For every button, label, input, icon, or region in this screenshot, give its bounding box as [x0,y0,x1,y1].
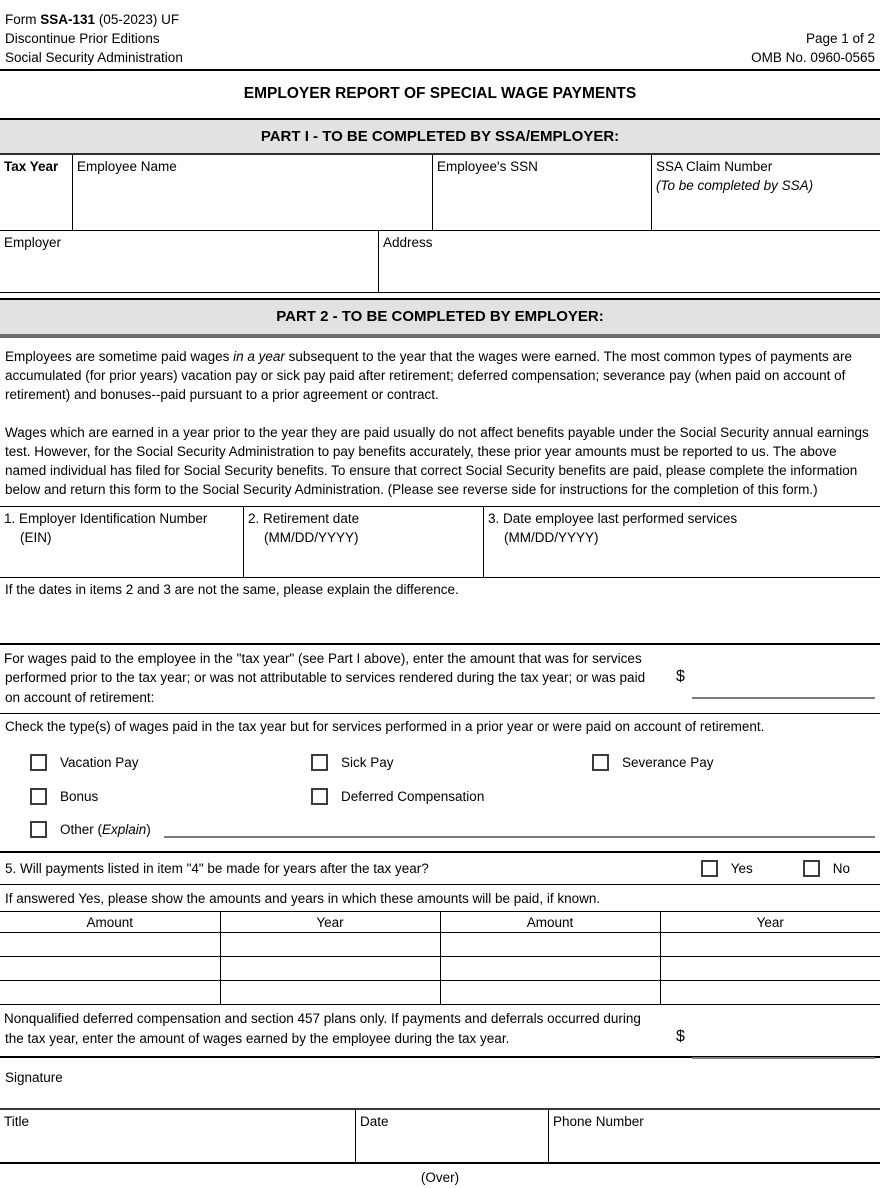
ein-field[interactable]: 1. Employer Identification Number (EIN) [4,510,208,545]
severance-pay-checkbox[interactable] [592,754,609,771]
title-field[interactable]: Title [4,1114,30,1130]
year-column-header-1: Year [220,912,440,933]
item4-row [0,643,880,714]
payments-row [0,981,880,1005]
signature-table [0,1108,880,1164]
dates-difference-explain-area[interactable] [0,599,880,643]
other-label: Other (Explain) [60,821,151,837]
bonus-checkbox[interactable] [30,788,47,805]
deferred-compensation-label: Deferred Compensation [341,788,485,804]
year-cell[interactable] [220,981,440,1005]
yes-option [701,859,753,878]
intro-paragraph-2: Wages which are earned in a year prior to the year they are paid usually do not affect benefits payable under the Social Security annual earnings test. However, for the Social Security Administration to pay benefits accurately, these prior year amounts must be reported to us. The above named individual has filed for Social Security benefits. To ensure that correct Social Security benefits are paid, please complete the information below and return this form to the Social Security Administration. (Please see reverse side for instructions for the completion of this form.) [5,424,869,497]
ssa-claim-number-field[interactable] [651,155,880,230]
part1-row1 [0,155,880,231]
item6-dollar-sign: $ [676,1028,685,1046]
year-cell[interactable] [660,933,880,957]
date-field[interactable]: Date [355,1110,548,1162]
amount-column-header-1: Amount [0,912,220,933]
check-types-note: Check the type(s) of wages paid in the tax year but for services performed in a prior year or were paid on account of retirement. [5,719,765,735]
amount-cell[interactable] [0,933,220,957]
intro-paragraph-1: Employees are sometime paid wages in a year subsequent to the year that the wages were earned. The most common types of payments are accumulated (for prior years) vacation pay or sick pay paid after retirement; deferred compensation; severance pay (when paid on account of retirement) and bonuses--paid pursuant to a prior agreement or contract. [5,348,852,402]
other-option [30,820,151,839]
year-cell[interactable] [220,933,440,957]
retirement-date-field[interactable]: 2. Retirement date (MM/DD/YYYY) [243,507,483,577]
discontinue-line: Discontinue Prior Editions [5,31,160,46]
address-field[interactable]: Address [378,231,880,292]
vacation-pay-checkbox[interactable] [30,754,47,771]
item6-text: Nonqualified deferred compensation and section 457 plans only. If payments and deferrals occurred during the tax year, enter the amount of wages earned by the employee during the tax year. [4,1011,641,1046]
bonus-label: Bonus [60,788,99,804]
item6-amount-input-line[interactable] [692,1057,875,1059]
amount-cell[interactable] [440,957,660,981]
part1-heading: PART I - TO BE COMPLETED BY SSA/EMPLOYER: [0,118,880,155]
amount-cell[interactable] [0,957,220,981]
item4-dollar-sign: $ [676,667,685,685]
year-cell[interactable] [660,957,880,981]
item4-text: For wages paid to the employee in the "tax year" (see Part I above), enter the amount that was for services performed prior to the tax year; or was not attributable to services rendered during the tax year; or was paid on account of retirement: [4,650,646,705]
last-services-date-field[interactable]: 3. Date employee last performed services (MM/DD/YYYY) [483,507,880,577]
sick-pay-label: Sick Pay [341,755,394,771]
form-number: SSA-131 [40,12,96,27]
employee-name-field[interactable]: Employee Name [72,155,432,230]
year-column-header-2: Year [660,912,880,933]
payments-row [0,933,880,957]
deferred-compensation-option [311,787,592,806]
item6-amount-area [662,1009,880,1048]
year-cell[interactable] [660,981,880,1005]
over-note: (Over) [420,1170,460,1186]
item5-row [0,853,880,884]
sick-pay-option [311,753,592,772]
vacation-pay-label: Vacation Pay [60,755,139,771]
vacation-pay-option [30,753,311,772]
employer-field[interactable]: Employer [4,235,62,251]
item5-text: 5. Will payments listed in item "4" be made for years after the tax year? [5,860,429,876]
no-checkbox[interactable] [803,860,820,877]
checkbox-row-2 [30,787,875,806]
payments-row [0,957,880,981]
page-number: Page 1 of 2 [805,31,875,46]
yes-label: Yes [730,860,753,876]
item5-note: If answered Yes, please show the amounts and years in which these amounts will be paid, if known. [5,891,601,907]
bonus-option [30,787,311,806]
part1-row2 [0,231,880,293]
item4-amount-area [662,649,880,708]
part2-heading: PART 2 - TO BE COMPLETED BY EMPLOYER: [0,298,880,337]
future-payments-table [0,911,880,1005]
deferred-compensation-checkbox[interactable] [311,788,328,805]
other-checkbox[interactable] [30,821,47,838]
year-cell[interactable] [220,957,440,981]
item5-yes-no [701,859,850,878]
form-number-line: Form SSA-131 (05-2023) UF [5,12,180,27]
ssa-claim-number-label: SSA Claim Number [656,159,773,175]
form-header-left [5,10,183,67]
yes-checkbox[interactable] [701,860,718,877]
omb-number: OMB No. 0960-0565 [751,50,875,65]
form-title: EMPLOYER REPORT OF SPECIAL WAGE PAYMENTS [243,85,637,102]
wage-type-checkboxes [0,736,880,850]
other-explain-input-line[interactable] [164,836,875,838]
checkbox-row-3 [30,820,875,839]
no-label: No [832,860,850,876]
form-header-right [751,29,875,67]
dates-difference-note: If the dates in items 2 and 3 are not the same, please explain the difference. [5,581,459,597]
severance-pay-option [592,753,714,772]
signature-input-area[interactable] [0,1087,880,1108]
tax-year-field[interactable]: Tax Year [4,159,59,175]
items-1-3-row [0,506,880,578]
item4-amount-input-line[interactable] [692,697,875,699]
amount-column-header-2: Amount [440,912,660,933]
item6-row [0,1005,880,1058]
ssa-claim-number-note: (To be completed by SSA) [656,178,814,194]
checkbox-row-1 [30,753,875,772]
payments-header-row [0,912,880,933]
phone-number-field[interactable]: Phone Number [548,1110,880,1162]
no-option [803,859,850,878]
agency-line: Social Security Administration [5,50,183,65]
amount-cell[interactable] [440,933,660,957]
amount-cell[interactable] [0,981,220,1005]
signature-label: Signature [5,1070,63,1086]
severance-pay-label: Severance Pay [622,755,714,771]
form-header [0,0,880,69]
employee-ssn-field[interactable]: Employee's SSN [432,155,651,230]
amount-cell[interactable] [440,981,660,1005]
sick-pay-checkbox[interactable] [311,754,328,771]
